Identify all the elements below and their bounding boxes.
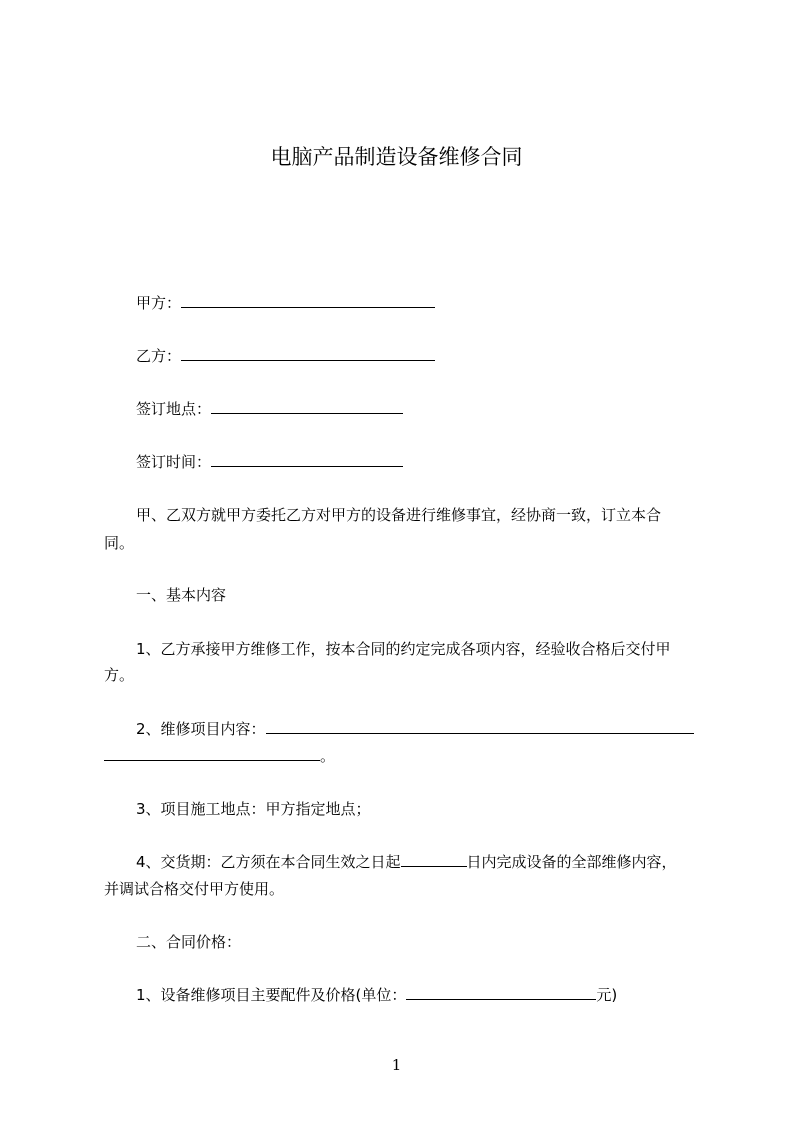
page-number: 1	[391, 1056, 402, 1074]
party-a-label: 甲方：	[136, 294, 182, 312]
sign-place-blank[interactable]	[211, 399, 403, 414]
clause-1-2-line-1	[136, 719, 694, 739]
clause-2-1	[136, 985, 617, 1005]
delivery-days-blank[interactable]	[401, 852, 467, 867]
clause-1-4-post: 日内完成设备的全部维修内容，	[466, 853, 677, 871]
clause-1-1-line-2: 方。	[104, 666, 135, 684]
party-a-blank[interactable]	[181, 293, 435, 308]
party-b-label: 乙方：	[136, 347, 182, 365]
price-unit-blank[interactable]	[406, 985, 596, 1000]
clause-1-4-line-2: 并调试合格交付甲方使用。	[104, 880, 285, 898]
maintenance-items-blank-2[interactable]	[104, 746, 320, 761]
section-1-heading: 一、基本内容	[136, 586, 227, 604]
clause-1-2-line-2	[104, 746, 335, 766]
clause-1-4-line-1	[136, 852, 677, 872]
party-a-line	[136, 293, 435, 313]
sign-place-label: 签订地点：	[136, 400, 212, 418]
clause-1-2-end: 。	[320, 747, 336, 765]
clause-1-1-line-1: 1、乙方承接甲方维修工作，按本合同的约定完成各项内容，经验收合格后交付甲	[136, 640, 671, 658]
clause-1-2-label: 2、维修项目内容：	[136, 720, 266, 738]
sign-time-line	[136, 452, 403, 472]
sign-time-blank[interactable]	[211, 452, 403, 467]
sign-time-label: 签订时间：	[136, 453, 212, 471]
section-2-heading: 二、合同价格：	[136, 933, 242, 951]
party-b-line	[136, 346, 435, 366]
clause-1-3: 3、项目施工地点：甲方指定地点；	[136, 800, 371, 818]
sign-place-line	[136, 399, 403, 419]
maintenance-items-blank-1[interactable]	[266, 719, 694, 734]
clause-1-4-pre: 4、交货期：乙方须在本合同生效之日起	[136, 853, 401, 871]
clause-2-1-pre: 1、设备维修项目主要配件及价格(单位：	[136, 986, 407, 1004]
document-title: 电脑产品制造设备维修合同	[270, 145, 523, 169]
party-b-blank[interactable]	[181, 346, 435, 361]
preamble-line-2: 同。	[104, 534, 135, 552]
preamble-line-1: 甲、乙双方就甲方委托乙方对甲方的设备进行维修事宜，经协商一致，订立本合	[136, 506, 662, 524]
clause-2-1-post: 元)	[596, 986, 618, 1004]
